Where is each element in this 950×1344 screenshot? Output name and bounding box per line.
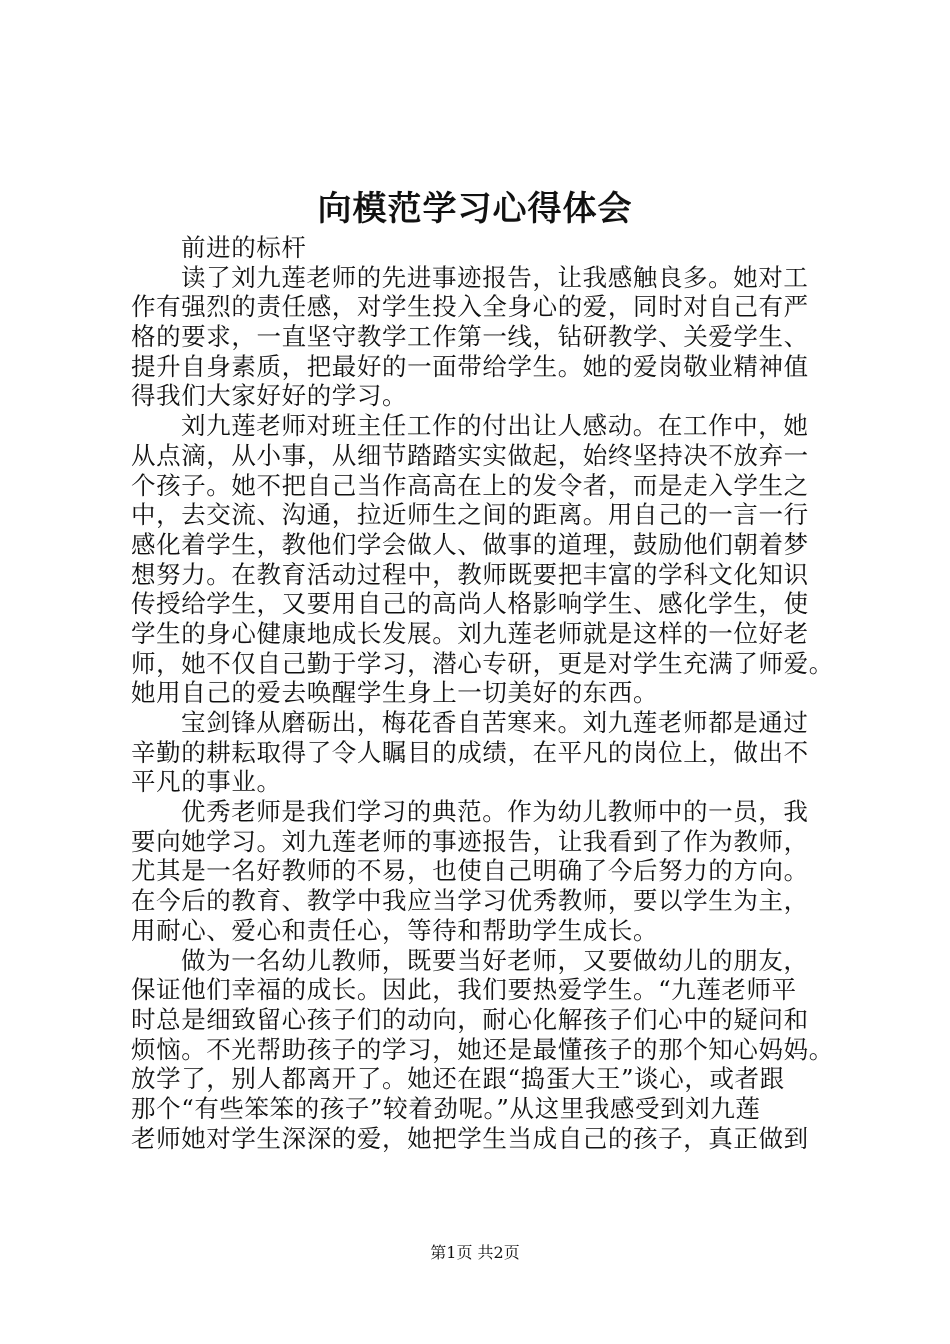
page-footer: 第1页 共2页: [430, 1243, 520, 1262]
text-line: 烦恼。不光帮助孩子的学习，她还是最懂孩子的那个知心妈妈。: [131, 1034, 834, 1064]
text-line: 老师她对学生深深的爱，她把学生当成自己的孩子，真正做到: [131, 1123, 809, 1153]
text-line: 从点滴，从小事，从细节踏踏实实做起，始终坚持决不放弃一: [131, 440, 809, 470]
text-line: 刘九莲老师对班主任工作的付出让人感动。在工作中，她: [181, 411, 809, 441]
text-line: 平凡的事业。: [131, 767, 282, 797]
text-line: 优秀老师是我们学习的典范。作为幼儿教师中的一员，我: [181, 797, 809, 827]
text-line: 那个“有些笨笨的孩子”较着劲呢。”从这里我感受到刘九莲: [131, 1093, 761, 1123]
text-line: 作有强烈的责任感，对学生投入全身心的爱，同时对自己有严: [131, 292, 809, 322]
text-line: 放学了，别人都离开了。她还在跟“捣蛋大王”谈心，或者跟: [131, 1064, 785, 1094]
text-line: 得我们大家好好的学习。: [131, 381, 408, 411]
text-line: 保证他们幸福的成长。因此，我们要热爱学生。“九莲老师平: [131, 975, 797, 1005]
text-line: 想努力。在教育活动过程中，教师既要把丰富的学科文化知识: [131, 559, 809, 589]
document-title: 向模范学习心得体会: [317, 189, 633, 229]
text-line: 个孩子。她不把自己当作高高在上的发令者，而是走入学生之: [131, 470, 809, 500]
document-body: [131, 233, 834, 1153]
text-line: 辛勤的耕耘取得了令人瞩目的成绩，在平凡的岗位上，做出不: [131, 737, 809, 767]
text-line: 做为一名幼儿教师，既要当好老师，又要做幼儿的朋友，: [181, 945, 809, 975]
text-line: 中，去交流、沟通，拉近师生之间的距离。用自己的一言一行: [131, 500, 809, 530]
text-line: 在今后的教育、教学中我应当学习优秀教师，要以学生为主，: [131, 886, 809, 916]
text-line: 传授给学生，又要用自己的高尚人格影响学生、感化学生，使: [131, 589, 809, 619]
text-line: 宝剑锋从磨砺出，梅花香自苦寒来。刘九莲老师都是通过: [181, 708, 809, 737]
section-heading: 前进的标杆: [181, 233, 307, 262]
text-line: 读了刘九莲老师的先进事迹报告，让我感触良多。她对工: [181, 262, 809, 292]
text-line: 尤其是一名好教师的不易，也使自己明确了今后努力的方向。: [131, 856, 809, 886]
text-line: 感化着学生，教他们学会做人、做事的道理，鼓励他们朝着梦: [131, 529, 809, 559]
text-line: 要向她学习。刘九莲老师的事迹报告，让我看到了作为教师，: [131, 826, 809, 856]
text-line: 师，她不仅自己勤于学习，潜心专研，更是对学生充满了师爱。: [131, 648, 834, 678]
text-line: 她用自己的爱去唤醒学生身上一切美好的东西。: [131, 678, 659, 708]
text-line: 时总是细致留心孩子们的动向，耐心化解孩子们心中的疑问和: [131, 1004, 809, 1034]
text-line: 学生的身心健康地成长发展。刘九莲老师就是这样的一位好老: [131, 618, 809, 648]
text-line: 提升自身素质，把最好的一面带给学生。她的爱岗敬业精神值: [131, 351, 809, 381]
text-line: 格的要求，一直坚守教学工作第一线，钻研教学、关爱学生、: [131, 322, 809, 352]
text-line: 用耐心、爱心和责任心，等待和帮助学生成长。: [131, 915, 659, 945]
